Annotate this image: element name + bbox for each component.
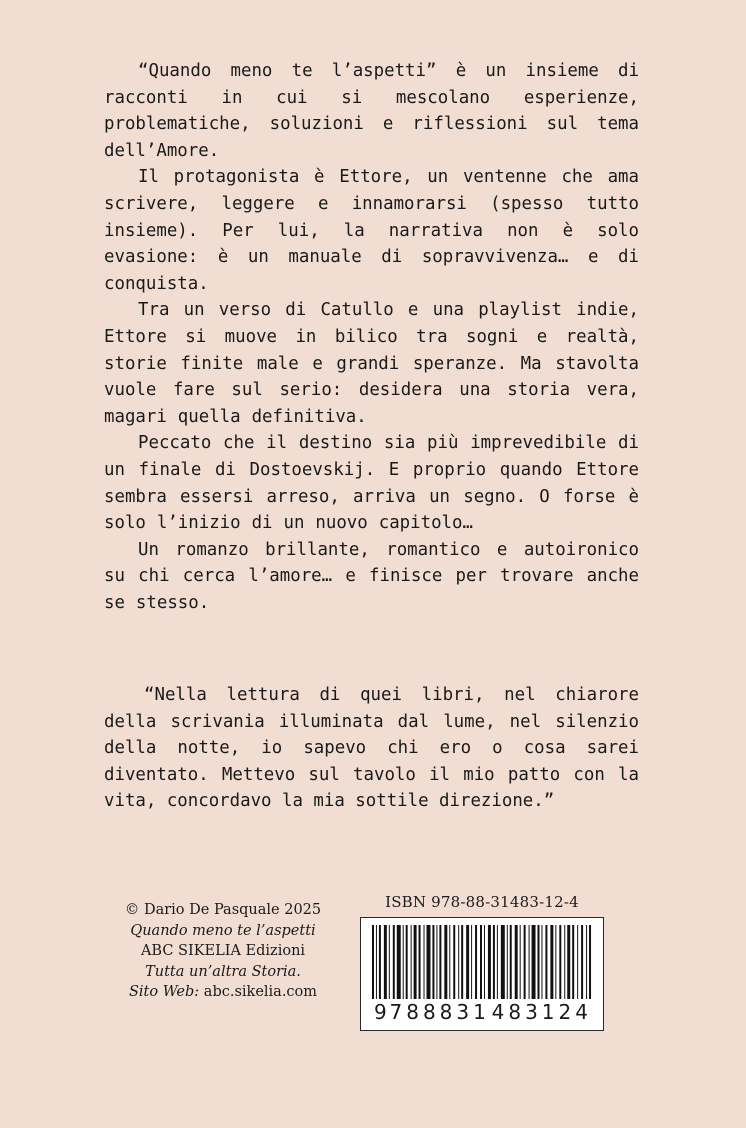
barcode-icon: [370, 925, 594, 999]
isbn-block: [360, 893, 604, 1031]
colophon-block: [118, 900, 328, 1003]
blurb-paragraph: Il protagonista è Ettore, un ventenne che ama scrivere, leggere e innamorarsi (spesso tutto insieme). Per lui, la narrativa non è solo evasione: è un manuale di sopravvivenza… e di conquista.: [104, 167, 639, 294]
pull-quote-block: [104, 682, 639, 815]
barcode-digits: [370, 999, 594, 1026]
publisher-line: ABC SIKELIA Edizioni: [140, 943, 306, 959]
blurb-text-block: [104, 58, 639, 616]
isbn-label: ISBN 978-88-31483-12-4: [385, 893, 579, 911]
blurb-paragraph: Un romanzo brillante, romantico e autoironico su chi cerca l’amore… e finisce per trovare anche se stesso.: [104, 539, 639, 613]
blurb-paragraph: Peccato che il destino sia più imprevedibile di un finale di Dostoevskij. E proprio quando Ettore sembra essersi arreso, arriva un segno. O forse è solo l’inizio di un nuovo capitolo…: [104, 433, 639, 534]
blurb-paragraph: “Quando meno te l’aspetti” è un insieme di racconti in cui si mescolano esperienze, problematiche, soluzioni e riflessioni sul tema dell’Amore.: [104, 61, 639, 161]
barcode-lead-digit: 9: [374, 1000, 388, 1024]
pull-quote-text: “Nella lettura di quei libri, nel chiarore della scrivania illuminata dal lume, nel silenzio della notte, io sapevo chi ero o cosa sarei diventato. Mettevo sul tavolo il mio patto con la vita, concordavo la mia sottile direzione.”: [104, 685, 639, 812]
barcode-box: [360, 917, 604, 1031]
book-title-line: Quando meno te l’aspetti: [130, 922, 316, 939]
copyright-line: © Dario De Pasquale 2025: [124, 902, 322, 918]
website-label: Sito Web:: [128, 984, 200, 1000]
blurb-paragraph: Tra un verso di Catullo e una playlist indie, Ettore si muove in bilico tra sogni e realtà, storie finite male e grandi speranze. Ma stavolta vuole fare sul serio: desidera una storia vera, magari quella definitiva.: [104, 300, 639, 427]
website-url: abc.sikelia.com: [203, 984, 318, 1000]
barcode-group-2: 483124: [491, 1000, 592, 1024]
barcode-group-1: 788831: [389, 1000, 490, 1024]
website-line: [118, 982, 328, 1003]
publisher-tagline: Tutta un’altra Storia.: [145, 963, 301, 980]
